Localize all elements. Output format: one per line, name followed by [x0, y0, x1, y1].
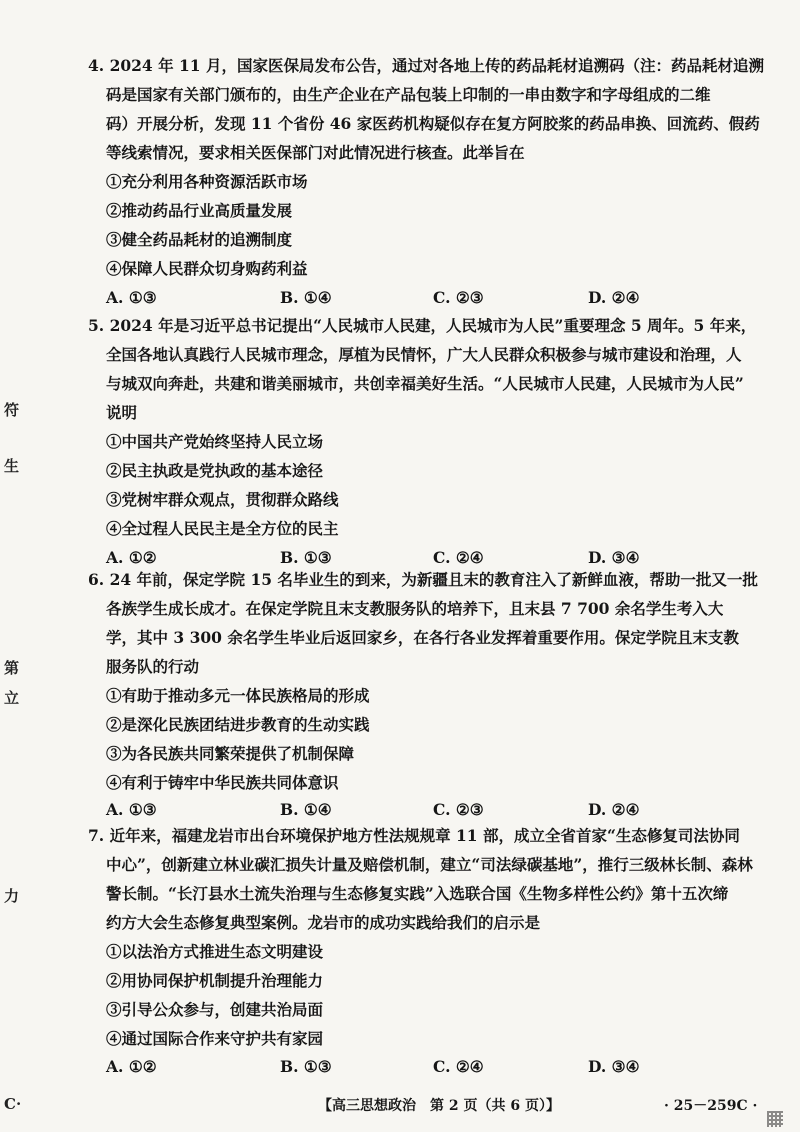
question-stem-line: 4. 2024 年 11 月，国家医保局发布公告，通过对各地上传的药品耗材追溯码（注：药品耗材追溯: [88, 56, 764, 75]
answer-choice-b: B. ①④: [280, 288, 332, 307]
statement-option: ①以法治方式推进生态文明建设: [106, 942, 324, 961]
question-stem-line: 5. 2024 年是习近平总书记提出“人民城市人民建，人民城市为人民”重要理念 5 周年。5 年来，: [88, 316, 757, 335]
statement-option: ②用协同保护机制提升治理能力: [106, 971, 324, 990]
question-stem-line: 码）开展分析，发现 11 个省份 46 家医药机构疑似存在复方阿胶浆的药品串换、回流药、假药: [106, 114, 760, 133]
question-stem-line: 服务队的行动: [106, 657, 200, 676]
page-footer-title: 【高三思想政治 第 2 页（共 6 页）】: [318, 1098, 560, 1114]
statement-option: ①有助于推动多元一体民族格局的形成: [106, 686, 370, 705]
statement-option: ④保障人民群众切身购药利益: [106, 259, 308, 278]
question-stem-line: 码是国家有关部门颁布的，由生产企业在产品包装上印制的一串由数字和字母组成的二维: [106, 85, 711, 104]
question-stem-line: 7. 近年来，福建龙岩市出台环境保护地方性法规规章 11 部，成立全省首家“生态修复司法协同: [88, 826, 740, 845]
qr-code-icon: [767, 1111, 783, 1127]
answer-choice-d: D. ③④: [588, 548, 640, 567]
statement-option: ④通过国际合作来守护共有家园: [106, 1029, 324, 1048]
statement-option: ④有利于铸牢中华民族共同体意识: [106, 773, 339, 792]
question-stem-line: 等线索情况，要求相关医保部门对此情况进行核查。此举旨在: [106, 143, 525, 162]
question-stem-line: 与城双向奔赴，共建和谐美丽城市，共创幸福美好生活。“人民城市人民建，人民城市为人民”: [106, 374, 744, 393]
statement-option: ③引导公众参与，创建共治局面: [106, 1000, 324, 1019]
answer-choice-c: C. ②④: [433, 548, 484, 567]
question-stem-line: 说明: [106, 403, 138, 422]
statement-option: ②是深化民族团结进步教育的生动实践: [106, 715, 370, 734]
statement-option: ③为各民族共同繁荣提供了机制保障: [106, 744, 355, 763]
question-stem-line: 学，其中 3 300 余名学生毕业后返回家乡，在各行各业发挥着重要作用。保定学院且末支教: [106, 628, 739, 647]
margin-fragment: C·: [4, 1095, 22, 1113]
statement-option: ③党树牢群众观点，贯彻群众路线: [106, 490, 339, 509]
answer-choice-d: D. ②④: [588, 800, 640, 819]
question-stem-line: 6. 24 年前，保定学院 15 名毕业生的到来，为新疆且末的教育注入了新鲜血液，帮助一批又一批: [88, 570, 758, 589]
answer-choice-c: C. ②④: [433, 1057, 484, 1076]
question-stem-line: 各族学生成长成才。在保定学院且末支教服务队的培养下，且末县 7 700 余名学生考入大: [106, 599, 724, 618]
question-stem-line: 警长制。“长汀县水土流失治理与生态修复实践”入选联合国《生物多样性公约》第十五次缔: [106, 884, 729, 903]
answer-choice-c: C. ②③: [433, 800, 484, 819]
statement-option: ①中国共产党始终坚持人民立场: [106, 432, 324, 451]
answer-choice-b: B. ①③: [280, 548, 332, 567]
answer-choice-c: C. ②③: [433, 288, 484, 307]
margin-fragment: 立: [4, 689, 20, 707]
statement-option: ②推动药品行业高质量发展: [106, 201, 293, 220]
answer-choice-a: A. ①②: [106, 1057, 157, 1076]
statement-option: ③健全药品耗材的追溯制度: [106, 230, 293, 249]
statement-option: ④全过程人民民主是全方位的民主: [106, 519, 339, 538]
paper-code: · 25－259C ·: [664, 1098, 758, 1114]
statement-option: ①充分利用各种资源活跃市场: [106, 172, 308, 191]
answer-choice-a: A. ①③: [106, 288, 157, 307]
answer-choice-a: A. ①③: [106, 800, 157, 819]
margin-fragment: 符: [4, 401, 20, 419]
answer-choice-d: D. ②④: [588, 288, 640, 307]
margin-fragment: 第: [4, 659, 20, 677]
answer-choice-b: B. ①④: [280, 800, 332, 819]
statement-option: ②民主执政是党执政的基本途径: [106, 461, 324, 480]
question-stem-line: 中心”，创新建立林业碳汇损失计量及赔偿机制，建立“司法绿碳基地”，推行三级林长制、森林: [106, 855, 753, 874]
answer-choice-a: A. ①②: [106, 548, 157, 567]
margin-fragment: 力: [4, 887, 20, 905]
question-stem-line: 约方大会生态修复典型案例。龙岩市的成功实践给我们的启示是: [106, 913, 541, 932]
question-stem-line: 全国各地认真践行人民城市理念，厚植为民情怀，广大人民群众积极参与城市建设和治理，人: [106, 345, 742, 364]
answer-choice-b: B. ①③: [280, 1057, 332, 1076]
margin-fragment: 生: [4, 457, 20, 475]
answer-choice-d: D. ③④: [588, 1057, 640, 1076]
